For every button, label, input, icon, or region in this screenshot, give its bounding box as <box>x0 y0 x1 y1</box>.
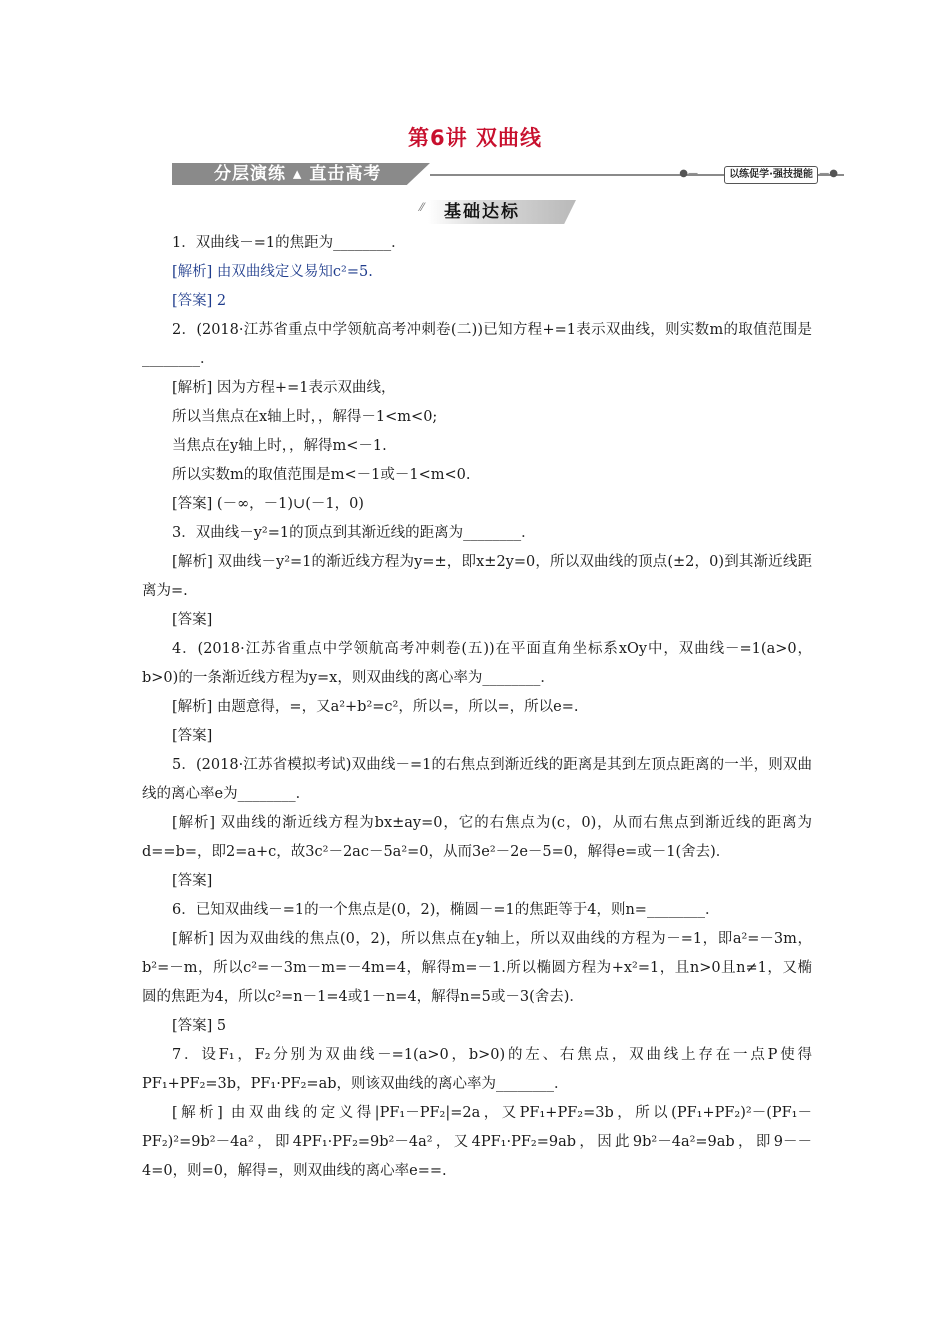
section-header <box>420 199 580 225</box>
problem-2-analysis: [解析] 因为方程+=1表示双曲线， <box>172 380 396 396</box>
problem-4-answer: [答案] <box>172 728 213 744</box>
problem-1-question: 1．双曲线－=1的焦距为________． <box>172 235 406 251</box>
banner-tag: 以练促学·强技提能 <box>724 166 818 184</box>
problem-4-analysis: [解析] 由题意得，=，又a²+b²=c²，所以=，所以=，所以e=. <box>172 699 579 715</box>
problem-2-analysis-line: 所以当焦点在x轴上时，，解得－1<m<0; <box>172 409 438 425</box>
problem-5-question: 5．(2018·江苏省模拟考试)双曲线－=1的右焦点到渐近线的距离是其到左顶点距离的一半，则双曲线的离心率e为________． <box>142 757 812 802</box>
problem-1-answer: [答案] 2 <box>172 293 227 309</box>
problem-5-answer: [答案] <box>172 873 213 889</box>
problem-6-analysis: [解析] 因为双曲线的焦点(0，2)，所以焦点在y轴上，所以双曲线的方程为－=1，即a²=－3m，b²=－m，所以c²=－3m－m=－4m=4，解得m=－1.所以椭圆方程为+x²=1，且n>0且n≠1，又椭圆的焦距为4，所以c²=n－1=4或1－n=4，解得n=5或－3(舍去)． <box>142 931 812 1005</box>
problem-6-answer: [答案] 5 <box>172 1018 227 1034</box>
problem-5-analysis: [解析] 双曲线的渐近线方程为bx±ay=0，它的右焦点为(c，0)，从而右焦点到渐近线的距离为d==b=，即2=a+c，故3c²－2ac－5a²=0，从而3e²－2e－5=0，解得e=或－1(舍去)． <box>142 815 812 860</box>
problem-7-question: 7．设F₁，F₂分别为双曲线－=1(a>0，b>0)的左、右焦点，双曲线上存在一点P使得PF₁+PF₂=3b，PF₁·PF₂=ab，则该双曲线的离心率为________． <box>142 1047 812 1092</box>
problem-4-question: 4．(2018·江苏省重点中学领航高考冲刺卷(五))在平面直角坐标系xOy中，双曲线－=1(a>0，b>0)的一条渐近线方程为y=x，则双曲线的离心率为________． <box>142 641 812 686</box>
problem-7-analysis: [解析] 由双曲线的定义得|PF₁－PF₂|=2a，又PF₁+PF₂=3b，所以(PF₁+PF₂)²－(PF₁－PF₂)²=9b²－4a²，即4PF₁·PF₂=9b²－4a²，又4PF₁·PF₂=9ab，因此9b²－4a²=9ab，即9－－4=0，则=0，解得=，则双曲线的离心率e==. <box>142 1105 812 1179</box>
banner-label: 分层演练 ▴ 直击高考 <box>214 164 382 184</box>
problem-3-question: 3．双曲线－y²=1的顶点到其渐近线的距离为________． <box>172 525 536 541</box>
page-title: 第6讲 双曲线 <box>408 126 542 150</box>
problem-2-analysis-line: 所以实数m的取值范围是m<－1或－1<m<0. <box>172 467 471 483</box>
problem-2-analysis-line: 当焦点在y轴上时，，解得m<－1. <box>172 438 387 454</box>
banner <box>172 160 844 188</box>
problem-list <box>142 229 812 1186</box>
problem-2-answer: [答案] (－∞，－1)∪(－1，0) <box>172 496 364 512</box>
problem-1-analysis: [解析] 由双曲线定义易知c²=5. <box>172 264 373 280</box>
problem-2-question: 2．(2018·江苏省重点中学领航高考冲刺卷(二))已知方程+=1表示双曲线，则实数m的取值范围是________． <box>142 322 812 367</box>
section-label: 基础达标 <box>444 202 520 222</box>
arrow-right-icon: —● <box>819 168 838 179</box>
slash-mark-icon: ⁄⁄ <box>420 201 424 214</box>
problem-6-question: 6．已知双曲线－=1的一个焦点是(0，2)，椭圆－=1的焦距等于4，则n=________． <box>172 902 720 918</box>
problem-3-answer: [答案] <box>172 612 213 628</box>
problem-3-analysis: [解析] 双曲线－y²=1的渐近线方程为y=±，即x±2y=0，所以双曲线的顶点(±2，0)到其渐近线距离为=. <box>142 554 812 599</box>
arrow-left-icon: ●— <box>679 168 698 179</box>
